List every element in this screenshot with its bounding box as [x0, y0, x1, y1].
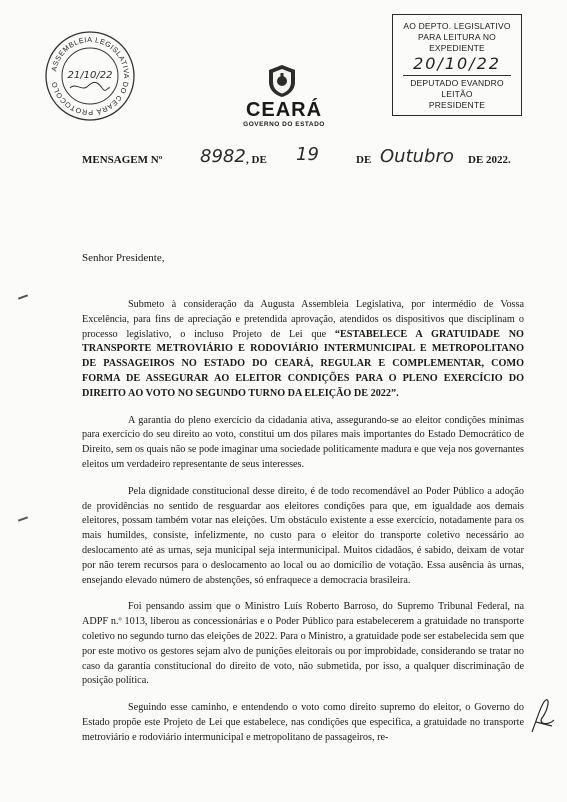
- paragraph-1-bill-title: “ESTABELECE A GRATUIDADE NO TRANSPORTE METROVIÁRIO E RODOVIÁRIO INTERMUNICIPAL E METROPOLITANO DE PASSAGEIROS NO ESTADO DO CEARÁ, REGULAR E COMPLEMENTAR, COMO FORMA DE ASSEGURAR AO ELEITOR CONDIÇÕES PARA O PLENO EXERCÍCIO DO DIREITO AO VOTO NO SEGUNDO TURNO DA ELEIÇÃO DE 2022”.: [82, 328, 524, 399]
- message-header: [82, 146, 522, 172]
- state-crest-icon: [267, 64, 297, 98]
- paragraph-4: Foi pensando assim que o Ministro Luís Roberto Barroso, do Supremo Tribunal Federal, na ADPF n.º 1013, liberou as concessionárias e o Poder Público para estabelecerem a gratuidade no transporte coletivo no segundo turno das eleições de 2022. Para o Ministro, a gratuidade pode ser estabelecida sem que por este motivo os gestores sejam alvo de punições eleitorais ou por improbidade, considerando se tratar no caso da garantia constitucional do direito de voto, não submetida, por isso, a qualquer discriminação de posição política.: [82, 601, 524, 687]
- paragraph-1: [82, 298, 524, 402]
- paragraph-2: A garantia do pleno exercício da cidadania ativa, assegurando-se ao eleitor condições mínimas para exercício do seu direito ao voto, constitui um dos pilares mais importantes do Estado Democrático de Direito, sem os quais não se pode imaginar uma sociedade politicamente madura e que veja nos governantes eleitos um verdadeiro representante de seus interesses.: [82, 414, 524, 470]
- message-body: [82, 298, 524, 758]
- initials-signature: [528, 696, 558, 736]
- protocol-date: 21/10/22: [67, 70, 113, 81]
- protocol-stamp: [44, 30, 136, 122]
- header-de-1: , DE: [246, 154, 267, 166]
- header-de-2: DE: [356, 154, 372, 166]
- stamp-line-3: DEPUTADO EVANDRO LEITÃO: [403, 75, 511, 100]
- legislative-stamp: [392, 14, 522, 116]
- government-brand: [228, 100, 340, 129]
- stamp-line-1: AO DEPTO. LEGISLATIVO: [403, 21, 511, 31]
- protocol-stamp-seal: [44, 30, 136, 122]
- stamp-line-4: PRESIDENTE: [428, 100, 486, 110]
- message-day: 19: [296, 144, 319, 165]
- stamp-line-2: PARA LEITURA NO EXPEDIENTE: [418, 32, 496, 53]
- message-year: DE 2022.: [468, 154, 511, 166]
- message-month: Outubro: [380, 146, 454, 167]
- brand-name: CEARÁ: [245, 99, 323, 121]
- paragraph-5: Seguindo esse caminho, e entendendo o voto como direito supremo do eleitor, o Governo do Estado propõe este Projeto de Lei que estabelece, nas condições que especifica, a gratuidade no transporte metroviário e rodoviário intermunicipal e metropolitano de passageiros, re-: [82, 702, 524, 743]
- stamp-date: 20/10/22: [413, 54, 501, 73]
- brand-subtitle: GOVERNO DO ESTADO: [243, 121, 325, 128]
- margin-mark: [18, 516, 28, 521]
- paragraph-3: Pela dignidade constitucional desse direito, é de todo recomendável ao Poder Público a adoção de providências no sentido de resguardar aos eleitores condições para que, em igualdade aos demais eleitores, possam também votar nas eleições. Um obstáculo existente a esse exercício, notadamente para os mais humildes, consiste, infelizmente, no custo para o eleitor do transporte coletivo necessário ao deslocamento até as urnas, seja municipal seja intermunicipal. Muitos cidadãos, é sabido, deixam de votar por não terem recursos para o deslocamento ao local ou ao domicílio de votação. Essa ausência às urnas, ensejando elevado número de abstenções, só enfraquece a democracia brasileira.: [82, 485, 524, 586]
- message-label: MENSAGEM Nº: [82, 154, 163, 166]
- margin-mark: [18, 294, 28, 299]
- salutation: Senhor Presidente,: [82, 252, 165, 264]
- message-number: 8982: [200, 146, 246, 167]
- protocol-ring-text: ASSEMBLEIA LEGISLATIVA DO CEARÁ PROTOCOLO: [49, 34, 132, 118]
- paragraph-1-text: Submeto à consideração da Augusta Assembleia Legislativa, por intermédio de Vossa Excelência, para fins de apreciação e pretendida aprovação, atendidos os dispositivos que disciplinam o processo legislativo, o incluso Projeto de Lei que: [82, 299, 524, 340]
